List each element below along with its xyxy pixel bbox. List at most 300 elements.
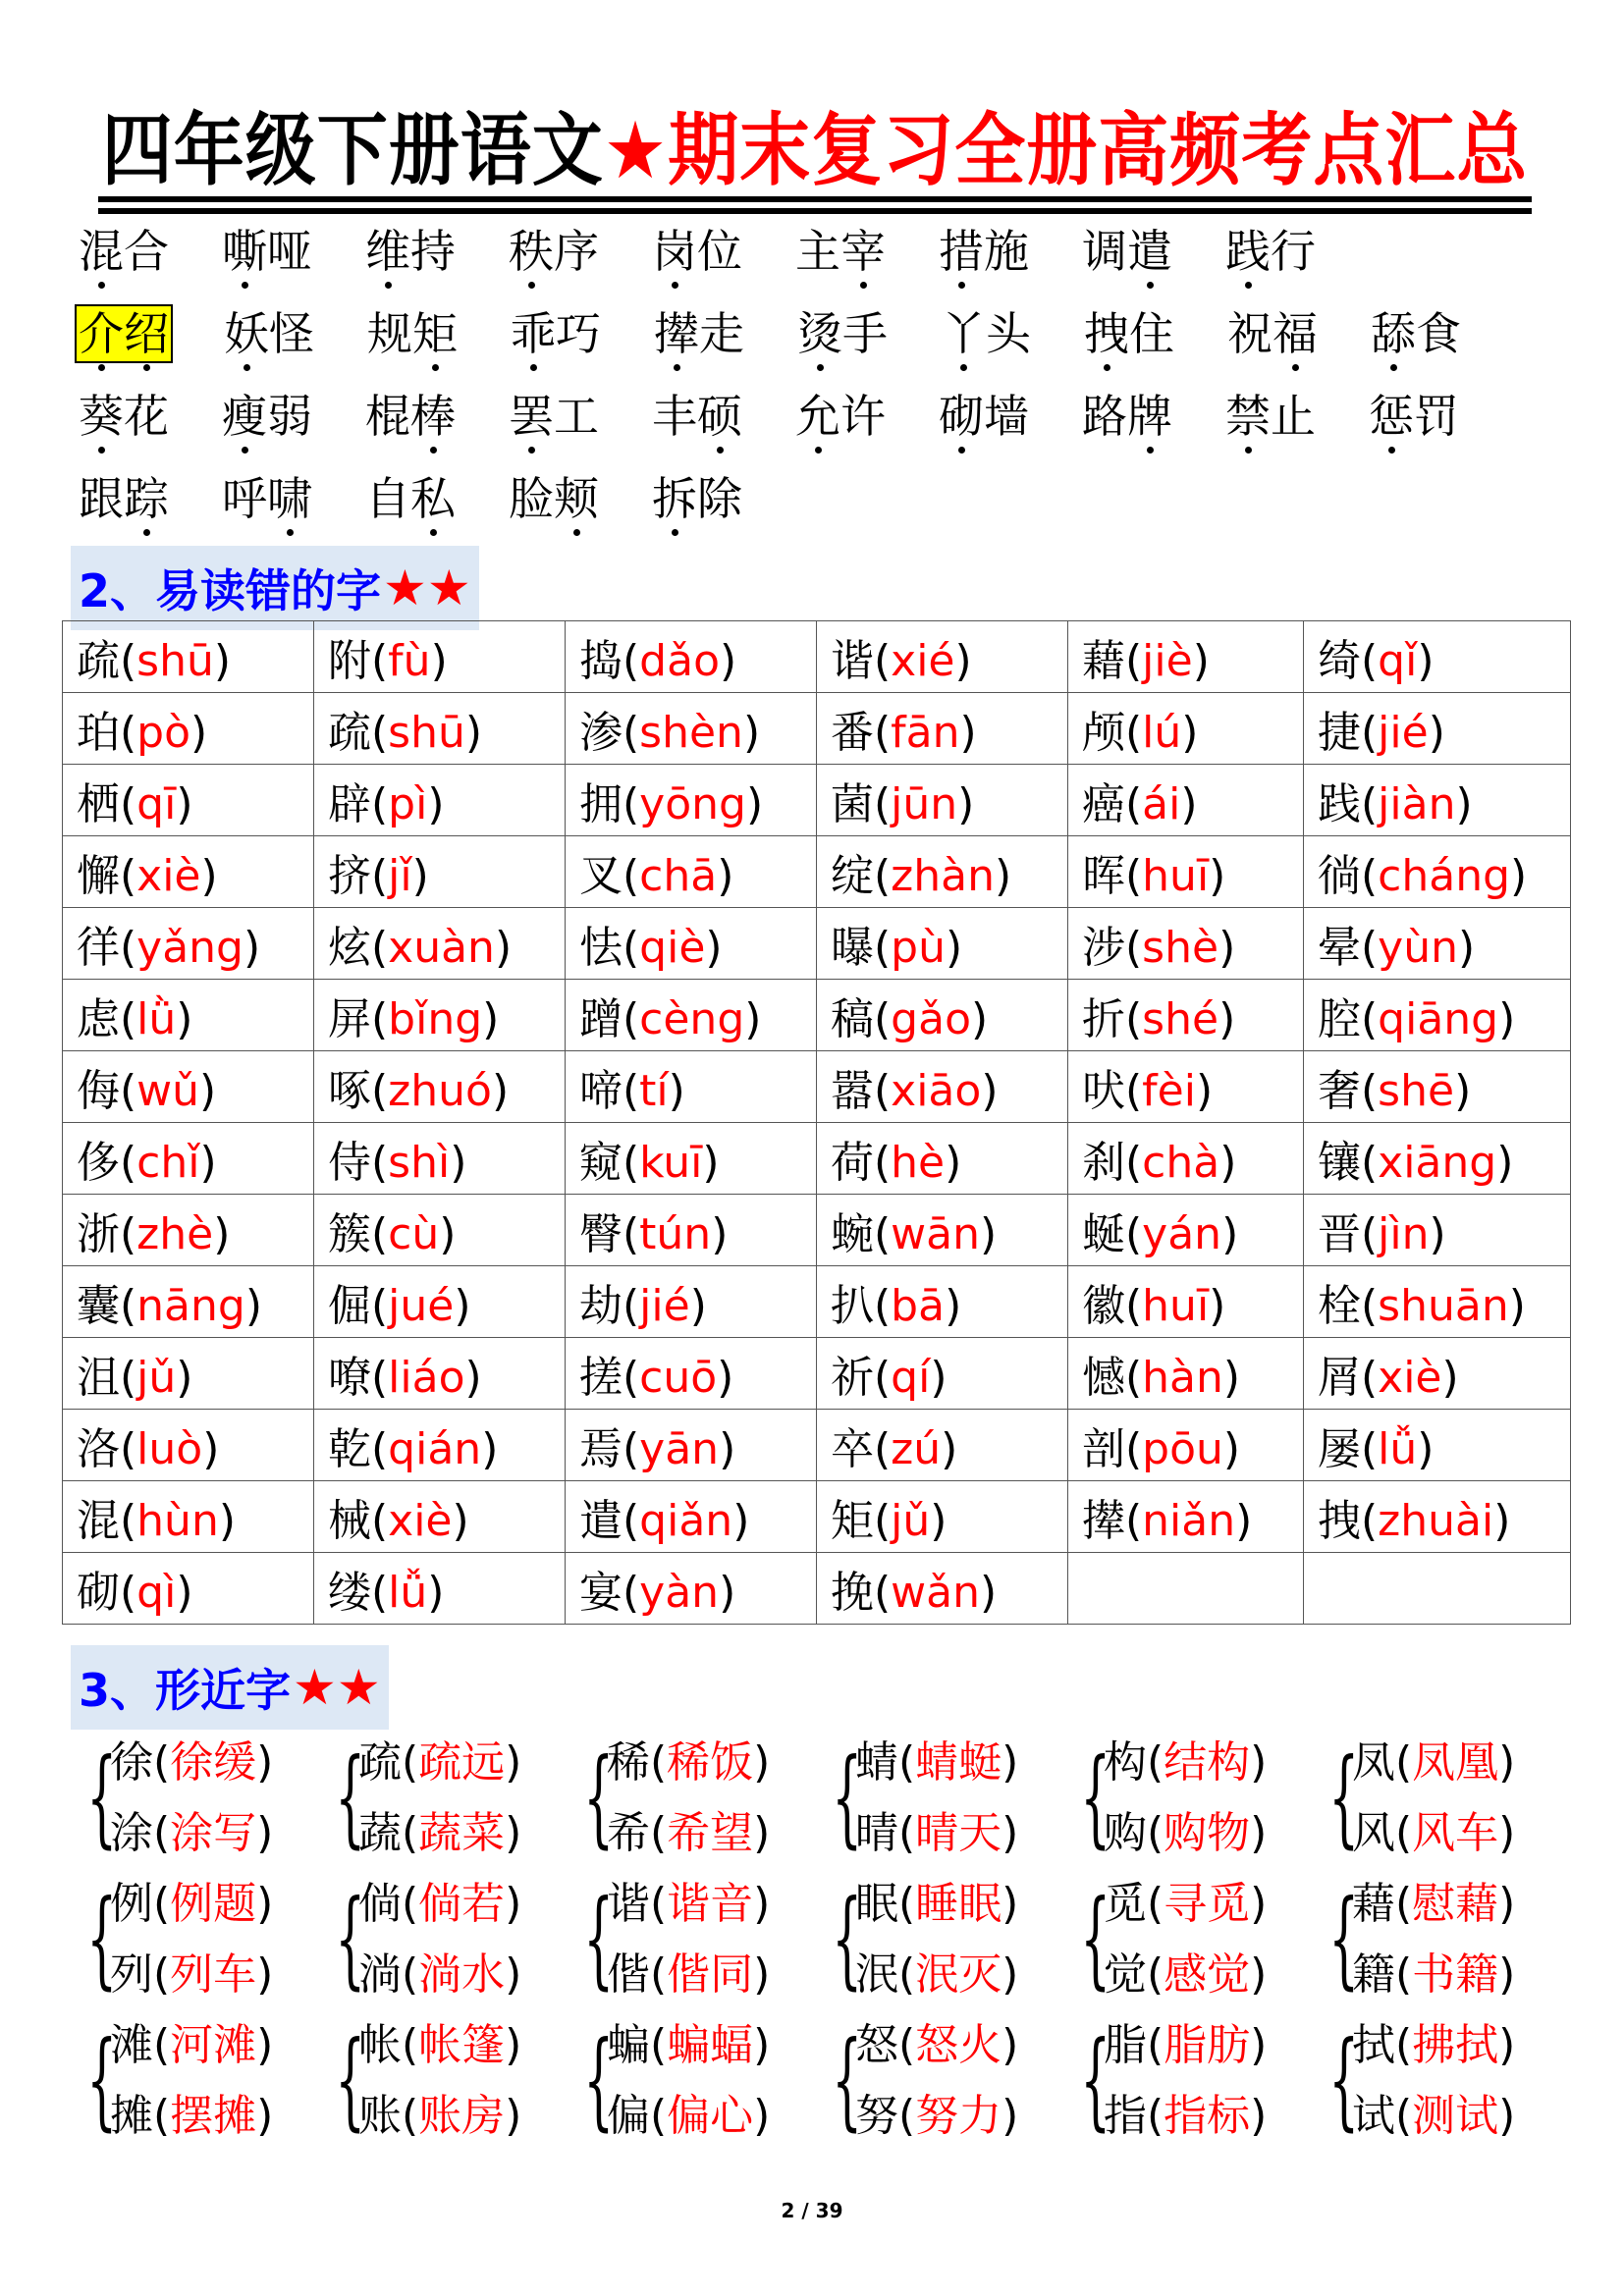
similar-item <box>110 1869 273 1940</box>
table-cell <box>314 1051 566 1123</box>
table-row <box>63 1410 1571 1481</box>
emphasized-char: 舔 <box>1371 307 1416 360</box>
paren-close: ) <box>450 1138 467 1188</box>
vocab-word <box>652 389 742 444</box>
table-cell <box>1304 1553 1571 1625</box>
hanzi: 捣 <box>579 636 623 686</box>
vocab-word <box>365 389 456 444</box>
paren-open: ( <box>120 1281 137 1331</box>
paren-close: ) <box>1498 2091 1516 2141</box>
example-word: 河滩 <box>170 2020 257 2070</box>
paren-close: ) <box>213 1209 231 1259</box>
table-cell <box>1304 836 1571 908</box>
paren-close: ) <box>200 851 218 901</box>
table-cell <box>63 1481 314 1553</box>
paren-open: ( <box>874 851 892 901</box>
vocab-word <box>1225 389 1316 444</box>
paren-close: ) <box>702 1138 720 1188</box>
char: 施 <box>984 225 1029 278</box>
similar-row <box>79 1728 1571 1869</box>
table-cell <box>1068 1266 1304 1338</box>
hanzi: 践 <box>1318 779 1361 829</box>
paren-close: ) <box>256 1879 274 1929</box>
word-row <box>79 306 1571 389</box>
hanzi: 倔 <box>328 1281 371 1331</box>
table-cell <box>566 1051 817 1123</box>
hanzi: 籍 <box>1352 1949 1395 2000</box>
paren-open: ( <box>898 1737 916 1788</box>
pinyin: lǚ <box>1378 1424 1418 1474</box>
pinyin: qǐ <box>1378 636 1418 686</box>
paren-close: ) <box>505 2020 522 2070</box>
table-cell <box>63 1123 314 1195</box>
similar-item <box>607 1940 770 2010</box>
hanzi: 列 <box>110 1949 153 2000</box>
paren-close: ) <box>1001 1737 1019 1788</box>
hanzi: 械 <box>328 1496 371 1546</box>
similar-item <box>110 1728 273 1798</box>
table-cell <box>63 1553 314 1625</box>
table-row <box>63 1553 1571 1625</box>
paren-close: ) <box>1498 2020 1516 2070</box>
table-cell <box>566 621 817 693</box>
paren-close: ) <box>199 1066 217 1116</box>
paren-close: ) <box>494 923 513 973</box>
hanzi: 侮 <box>77 1066 120 1116</box>
char: 墙 <box>984 390 1029 443</box>
paren-open: ( <box>1147 2020 1164 2070</box>
vocab-word <box>939 389 1029 444</box>
pinyin: dǎo <box>639 636 720 686</box>
pinyin: wǔ <box>136 1066 200 1116</box>
hanzi: 账 <box>358 2091 402 2141</box>
hanzi: 拭 <box>1352 2020 1395 2070</box>
pinyin: jié <box>1378 708 1429 758</box>
hanzi: 屏 <box>328 994 371 1044</box>
paren-close: ) <box>1428 708 1445 758</box>
paren-close: ) <box>689 1281 707 1331</box>
table-cell <box>566 693 817 765</box>
example-word: 测试 <box>1412 2091 1499 2141</box>
hanzi: 藉 <box>1352 1879 1395 1929</box>
paren-open: ( <box>1361 1281 1379 1331</box>
paren-open: ( <box>650 2020 668 2070</box>
paren-close: ) <box>427 1568 445 1618</box>
pinyin: shè <box>1142 923 1219 973</box>
paren-open: ( <box>898 1879 916 1929</box>
emphasized-char: 硕 <box>697 390 742 443</box>
paren-close: ) <box>980 1568 998 1618</box>
pinyin: niǎn <box>1142 1496 1236 1546</box>
vocab-word <box>795 224 886 279</box>
paren-open: ( <box>1147 2091 1164 2141</box>
brace-icon: { <box>86 1878 118 2001</box>
pinyin: tí <box>639 1066 669 1116</box>
hanzi: 浙 <box>77 1209 120 1259</box>
hanzi: 购 <box>1104 1808 1147 1858</box>
hanzi: 拽 <box>1318 1496 1361 1546</box>
hanzi: 虑 <box>77 994 120 1044</box>
hanzi: 怯 <box>579 923 623 973</box>
table-cell <box>817 836 1068 908</box>
char: 合 <box>124 225 169 278</box>
pinyin: jǔ <box>891 1496 931 1546</box>
similar-item <box>358 1728 521 1798</box>
char: 呼 <box>222 472 267 525</box>
paren-close: ) <box>1498 1879 1516 1929</box>
hanzi: 吠 <box>1082 1066 1125 1116</box>
char: 罚 <box>1414 390 1459 443</box>
emphasized-char: 福 <box>1272 307 1318 360</box>
hanzi: 嘹 <box>328 1353 371 1403</box>
paren-open: ( <box>1361 851 1379 901</box>
emphasized-char: 牌 <box>1127 390 1172 443</box>
similar-item <box>1104 1728 1267 1798</box>
paren-close: ) <box>481 1424 499 1474</box>
pinyin: shì <box>388 1138 451 1188</box>
char: 花 <box>124 390 169 443</box>
paren-open: ( <box>874 1424 892 1474</box>
pinyin: yùn <box>1378 923 1458 973</box>
brace-icon: { <box>583 2019 615 2142</box>
star-rating-icon: ★★ <box>293 1659 381 1716</box>
paren-open: ( <box>1147 1737 1164 1788</box>
paren-open: ( <box>623 1138 640 1188</box>
paren-open: ( <box>1125 851 1143 901</box>
paren-open: ( <box>402 2091 419 2141</box>
table-cell <box>63 693 314 765</box>
paren-open: ( <box>650 1949 668 2000</box>
paren-close: ) <box>176 994 193 1044</box>
table-cell <box>817 1481 1068 1553</box>
paren-close: ) <box>505 1949 522 2000</box>
paren-close: ) <box>176 1568 193 1618</box>
paren-open: ( <box>153 1737 171 1788</box>
char: 棍 <box>365 390 410 443</box>
table-cell <box>1068 908 1304 980</box>
paren-close: ) <box>256 2091 274 2141</box>
pinyin: qián <box>388 1424 482 1474</box>
hanzi: 蔬 <box>358 1808 402 1858</box>
paren-open: ( <box>371 636 389 686</box>
paren-open: ( <box>874 636 892 686</box>
emphasized-char: 绍 <box>124 307 169 360</box>
pinyin: xiè <box>136 851 201 901</box>
pinyin: lú <box>1142 708 1182 758</box>
example-word: 寻觅 <box>1164 1879 1251 1929</box>
emphasized-char: 丫 <box>941 307 986 360</box>
section-heading-mispronounced <box>71 546 479 630</box>
paren-open: ( <box>371 1568 389 1618</box>
pinyin: chā <box>639 851 718 901</box>
similar-item <box>1352 2081 1515 2152</box>
table-cell <box>63 980 314 1051</box>
hanzi: 剖 <box>1082 1424 1125 1474</box>
hanzi: 侍 <box>328 1138 371 1188</box>
vocab-word <box>79 224 169 279</box>
paren-close: ) <box>719 636 737 686</box>
hanzi: 捷 <box>1318 708 1361 758</box>
brace-icon: { <box>335 2019 366 2142</box>
hanzi: 窥 <box>579 1138 623 1188</box>
table-cell <box>1068 693 1304 765</box>
table-cell <box>817 1195 1068 1266</box>
paren-close: ) <box>753 2020 771 2070</box>
example-word: 徐缓 <box>170 1737 257 1788</box>
section-heading-similar-chars <box>71 1645 389 1730</box>
similar-pair <box>1321 2010 1569 2152</box>
brace-icon: { <box>832 1878 863 2001</box>
hanzi: 搓 <box>579 1353 623 1403</box>
table-cell <box>566 1410 817 1481</box>
vocab-word <box>1084 306 1174 361</box>
paren-open: ( <box>1125 1496 1143 1546</box>
hanzi: 刹 <box>1082 1138 1125 1188</box>
example-word: 摆摊 <box>170 2091 257 2141</box>
paren-close: ) <box>959 708 977 758</box>
paren-close: ) <box>244 1281 263 1331</box>
paren-open: ( <box>623 923 640 973</box>
pinyin: zhuó <box>388 1066 492 1116</box>
hanzi: 倘 <box>358 1879 402 1929</box>
paren-open: ( <box>874 708 892 758</box>
hanzi: 绽 <box>831 851 874 901</box>
similar-pair <box>1072 2010 1321 2152</box>
example-word: 书籍 <box>1412 1949 1499 2000</box>
hanzi: 觅 <box>1104 1879 1147 1929</box>
paren-open: ( <box>1361 1496 1379 1546</box>
paren-open: ( <box>623 994 640 1044</box>
char: 脸 <box>509 472 554 525</box>
similar-item <box>1352 2010 1515 2081</box>
pinyin: jiàn <box>1378 779 1456 829</box>
table-cell <box>1068 765 1304 836</box>
paren-open: ( <box>650 1879 668 1929</box>
table-row <box>63 1338 1571 1410</box>
hanzi: 淌 <box>358 1949 402 2000</box>
example-word: 凤凰 <box>1412 1737 1499 1788</box>
example-word: 倘若 <box>418 1879 506 1929</box>
pinyin: bǐng <box>388 994 483 1044</box>
paren-close: ) <box>753 1737 771 1788</box>
paren-open: ( <box>153 1949 171 2000</box>
table-cell <box>1068 1553 1304 1625</box>
hanzi: 疏 <box>77 636 120 686</box>
paren-open: ( <box>153 1879 171 1929</box>
similar-item <box>1352 1728 1515 1798</box>
vocab-word <box>224 306 314 361</box>
paren-close: ) <box>1250 1737 1268 1788</box>
word-row <box>79 471 1571 554</box>
paren-close: ) <box>1180 779 1198 829</box>
paren-open: ( <box>371 779 389 829</box>
paren-close: ) <box>744 994 762 1044</box>
similar-item <box>358 2010 521 2081</box>
paren-open: ( <box>1361 1066 1379 1116</box>
example-word: 谐音 <box>667 1879 754 1929</box>
pinyin: lǜ <box>136 994 177 1044</box>
similar-item <box>1352 1798 1515 1869</box>
char: 丰 <box>652 390 697 443</box>
paren-open: ( <box>1361 994 1379 1044</box>
vocab-word <box>222 389 312 444</box>
emphasized-char: 踪 <box>124 472 169 525</box>
star-rating-icon: ★★ <box>383 560 471 616</box>
table-cell <box>1304 1051 1571 1123</box>
brace-icon: { <box>832 2019 863 2142</box>
pinyin: fèi <box>1142 1066 1196 1116</box>
pinyin: cuō <box>639 1353 718 1403</box>
pinyin: yǎng <box>136 923 244 973</box>
paren-open: ( <box>1361 1353 1379 1403</box>
similar-pair <box>1072 1869 1321 2010</box>
paren-open: ( <box>1361 923 1379 973</box>
similar-item <box>855 2081 1018 2152</box>
table-cell <box>817 1338 1068 1410</box>
paren-close: ) <box>1001 1879 1019 1929</box>
hanzi: 祈 <box>831 1353 874 1403</box>
emphasized-char: 罢 <box>509 390 554 443</box>
similar-pair <box>575 2010 824 2152</box>
table-cell <box>63 621 314 693</box>
similar-pair <box>327 2010 575 2152</box>
paren-open: ( <box>153 1808 171 1858</box>
vocab-word <box>1371 306 1461 361</box>
paren-close: ) <box>717 851 734 901</box>
hanzi: 蜒 <box>1082 1209 1125 1259</box>
pinyin: jìn <box>1378 1209 1430 1259</box>
pinyin: pù <box>891 923 946 973</box>
paren-open: ( <box>623 1209 640 1259</box>
table-cell <box>314 908 566 980</box>
similar-item <box>607 1728 770 1798</box>
hanzi: 镶 <box>1318 1138 1361 1188</box>
paren-close: ) <box>970 994 989 1044</box>
table-cell <box>1068 1338 1304 1410</box>
similar-item <box>855 1798 1018 1869</box>
pinyin: xuàn <box>388 923 495 973</box>
similar-pair <box>79 1728 327 1869</box>
paren-close: ) <box>930 1496 947 1546</box>
vocab-word <box>365 471 456 526</box>
paren-open: ( <box>120 636 137 686</box>
paren-close: ) <box>202 1424 220 1474</box>
paren-close: ) <box>176 1353 193 1403</box>
table-cell <box>817 1553 1068 1625</box>
emphasized-char: 嘶 <box>222 225 267 278</box>
similar-item <box>855 1940 1018 2010</box>
table-row <box>63 1051 1571 1123</box>
vocab-word <box>79 389 169 444</box>
brace-icon: { <box>86 1736 118 1859</box>
pinyin: cù <box>388 1209 440 1259</box>
hanzi: 泯 <box>855 1949 898 2000</box>
example-word: 努力 <box>915 2091 1002 2141</box>
hanzi: 叉 <box>579 851 623 901</box>
hanzi: 嚣 <box>831 1066 874 1116</box>
paren-close: ) <box>454 1281 471 1331</box>
hanzi: 例 <box>110 1879 153 1929</box>
brace-icon: { <box>335 1878 366 2001</box>
vocab-word <box>941 306 1031 361</box>
example-word: 购物 <box>1164 1808 1251 1858</box>
pinyin: yān <box>639 1424 720 1474</box>
hanzi: 番 <box>831 708 874 758</box>
hanzi: 蹭 <box>579 994 623 1044</box>
table-cell <box>314 1195 566 1266</box>
pinyin: kuī <box>639 1138 703 1188</box>
char: 自 <box>365 472 410 525</box>
pinyin: xiè <box>1378 1353 1442 1403</box>
char: 行 <box>1271 225 1316 278</box>
title-part1: 四年级下册语文 <box>101 103 604 197</box>
hanzi: 啼 <box>579 1066 623 1116</box>
table-cell <box>1304 621 1571 693</box>
paren-open: ( <box>1395 1808 1413 1858</box>
char: 巧 <box>556 307 601 360</box>
emphasized-char: 矩 <box>412 307 458 360</box>
paren-open: ( <box>1125 1281 1143 1331</box>
paren-close: ) <box>1218 994 1236 1044</box>
char: 持 <box>410 225 456 278</box>
pinyin: jǐ <box>388 851 412 901</box>
paren-open: ( <box>623 1568 640 1618</box>
paren-close: ) <box>980 1209 998 1259</box>
pinyin: jūn <box>891 779 958 829</box>
table-cell <box>314 1481 566 1553</box>
example-word: 帐篷 <box>418 2020 506 2070</box>
emphasized-char: 遣 <box>1127 225 1172 278</box>
table-cell <box>63 1410 314 1481</box>
char: 弱 <box>267 390 312 443</box>
paren-close: ) <box>1235 1496 1253 1546</box>
hanzi: 疏 <box>358 1737 402 1788</box>
title-part2: 期末复习全册高频考点汇总 <box>668 103 1529 197</box>
pinyin: zhàn <box>891 851 996 901</box>
pinyin: huī <box>1142 1281 1210 1331</box>
table-cell <box>63 1195 314 1266</box>
hanzi: 拥 <box>579 779 623 829</box>
pinyin: luò <box>136 1424 203 1474</box>
similar-pair <box>575 1728 824 1869</box>
paren-close: ) <box>732 1496 750 1546</box>
paren-close: ) <box>199 1138 217 1188</box>
paren-open: ( <box>371 1496 389 1546</box>
table-cell <box>1068 980 1304 1051</box>
hanzi: 附 <box>328 636 371 686</box>
similar-pair <box>824 1728 1072 1869</box>
paren-close: ) <box>1001 2091 1019 2141</box>
emphasized-char: 践 <box>1225 225 1271 278</box>
brace-icon: { <box>1080 1736 1111 1859</box>
word-row <box>79 224 1571 306</box>
paren-open: ( <box>898 2020 916 2070</box>
hanzi: 蜻 <box>855 1737 898 1788</box>
similar-item <box>1104 2010 1267 2081</box>
hanzi: 荷 <box>831 1138 874 1188</box>
pinyin: huī <box>1142 851 1210 901</box>
paren-open: ( <box>120 1424 137 1474</box>
similar-item <box>358 1798 521 1869</box>
char: 哑 <box>267 225 312 278</box>
hanzi: 啄 <box>328 1066 371 1116</box>
paren-close: ) <box>452 1496 469 1546</box>
hanzi: 涂 <box>110 1808 153 1858</box>
paren-close: ) <box>1496 1138 1514 1188</box>
table-cell <box>63 908 314 980</box>
paren-open: ( <box>1361 779 1379 829</box>
paren-close: ) <box>717 1353 734 1403</box>
